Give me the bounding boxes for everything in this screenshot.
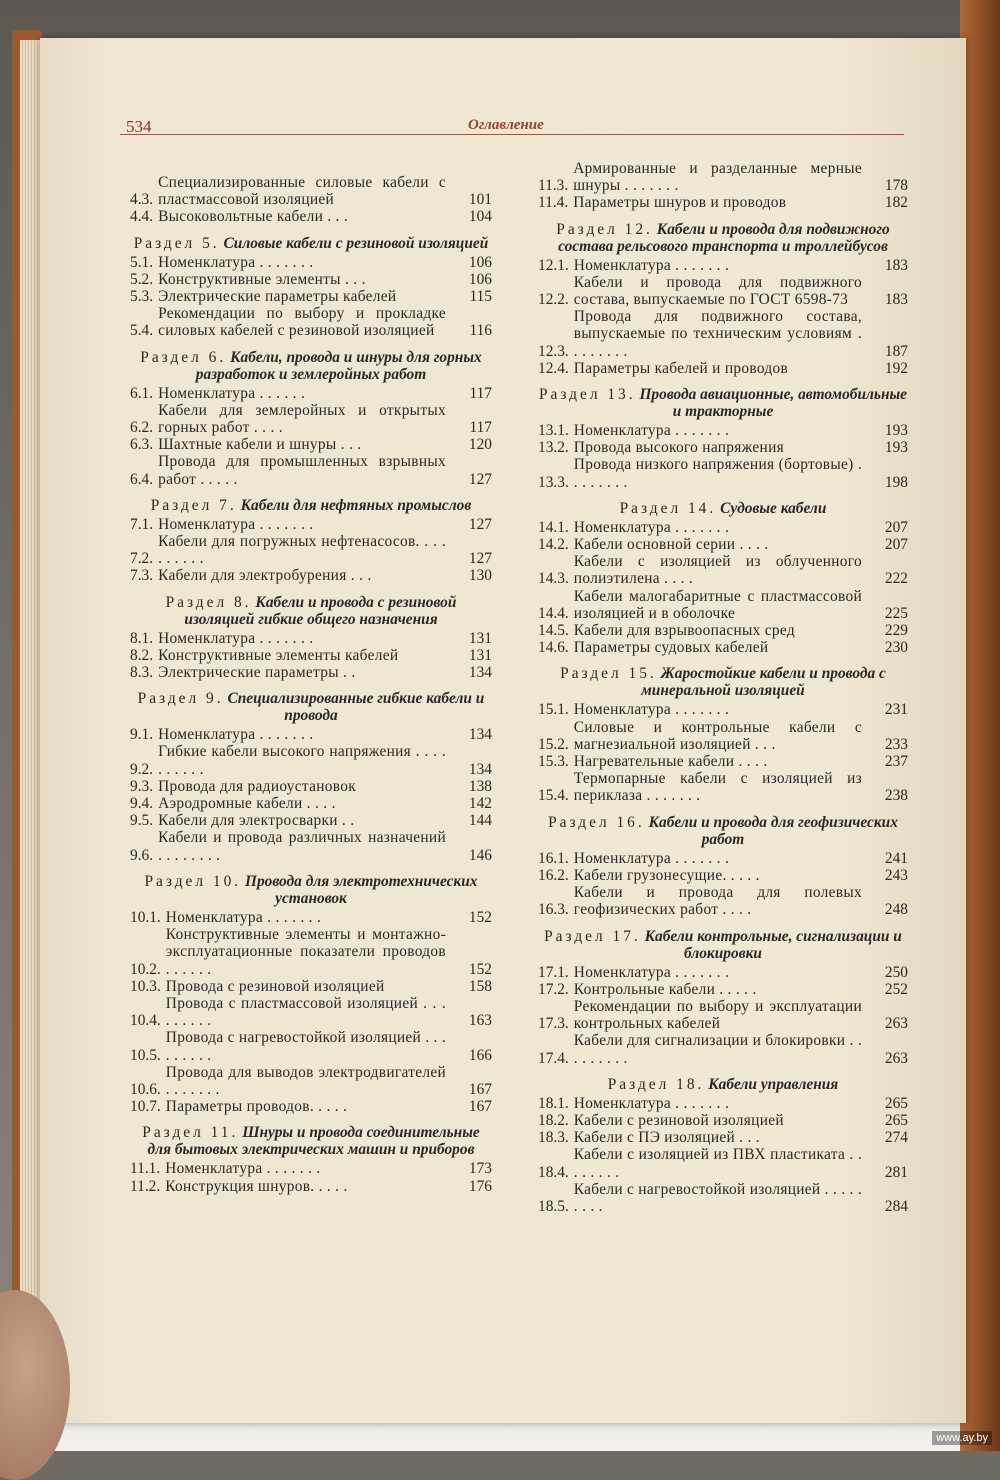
- entry-number: 16.3.: [538, 901, 569, 919]
- toc-entry: [538, 884, 908, 918]
- entry-title: Провода низкого напряжения (бортовые) . . . . . . . .: [573, 456, 862, 491]
- entry-title: Термопарные кабели с изоляцией из периклаза . . . . . . .: [573, 770, 862, 805]
- entry-title: Номенклатура . . . . . . .: [165, 1160, 321, 1178]
- toc-entry: [130, 453, 492, 487]
- entry-title: Кабели для электросварки . .: [158, 812, 355, 830]
- entry-number: 14.6.: [538, 639, 569, 657]
- entry-title: Номенклатура . . . . . . .: [573, 256, 730, 274]
- section-heading: [538, 814, 908, 848]
- entry-page: 243: [884, 866, 908, 884]
- toc-entry: [538, 360, 908, 377]
- entry-number: 15.2.: [538, 735, 569, 753]
- entry-title: Электрические параметры . .: [158, 664, 356, 682]
- entry-number: 12.3.: [538, 342, 569, 360]
- entry-number: 17.2.: [538, 980, 569, 998]
- toc-entry: [538, 753, 908, 770]
- entry-number: 16.2.: [538, 866, 569, 884]
- toc-entry: [130, 567, 492, 584]
- entry-page: 248: [884, 901, 908, 919]
- entry-number: 6.3.: [130, 436, 154, 454]
- entry-page: 173: [468, 1160, 492, 1178]
- section-title: Кабели, провода и шнуры для горных разработок и землеройных работ: [195, 348, 482, 383]
- toc-entry: [538, 257, 908, 274]
- entry-number: 10.6.: [130, 1080, 161, 1098]
- toc-entry: [130, 208, 492, 225]
- entry-title: Рекомендации по выбору и эксплуатации контрольных кабелей: [573, 997, 862, 1033]
- section-title: Силовые кабели с резиновой изоляцией: [223, 234, 489, 252]
- entry-number: 9.5.: [130, 812, 154, 830]
- entry-title: Номенклатура . . . . . . .: [573, 849, 730, 867]
- toc-entry: [538, 867, 908, 884]
- toc-entry: [538, 639, 908, 656]
- entry-page: 134: [468, 726, 492, 744]
- entry-page: 284: [884, 1197, 908, 1215]
- toc-entry: [538, 553, 908, 587]
- entry-number: 10.1.: [130, 908, 161, 926]
- entry-number: 6.4.: [130, 470, 154, 488]
- entry-title: Номенклатура . . . . . . .: [573, 518, 730, 536]
- entry-page: 138: [468, 777, 492, 795]
- toc-entry: [130, 174, 492, 208]
- entry-title: Провода для выводов электродвигателей . . . . . . .: [165, 1063, 446, 1098]
- section-title: Судовые кабели: [720, 499, 827, 517]
- entry-number: 17.3.: [538, 1015, 569, 1033]
- section-heading: [130, 497, 492, 514]
- entry-number: 10.5.: [130, 1046, 161, 1064]
- toc-entry: [130, 385, 492, 402]
- entry-page: 104: [468, 208, 492, 226]
- entry-number: 7.2.: [130, 550, 154, 568]
- entry-title: Кабели и провода для полевых геофизических работ . . . .: [573, 884, 862, 919]
- entry-title: Кабели и провода различных назначений . . . . . . . .: [158, 829, 446, 864]
- entry-title: Номенклатура . . . . . . .: [158, 515, 314, 533]
- toc-entry: [130, 1178, 492, 1195]
- entry-title: Кабели и провода для подвижного состава, выпускаемые по ГОСТ 6598-73: [573, 273, 862, 309]
- entry-title: Кабели с изоляцией из облученного полиэтилена . . . .: [573, 553, 862, 588]
- entry-title: Конструктивные элементы кабелей: [158, 646, 399, 664]
- entry-page: 263: [884, 1015, 908, 1033]
- toc-entry: [538, 964, 908, 981]
- entry-number: 9.4.: [130, 795, 154, 813]
- entry-number: 5.2.: [130, 270, 154, 288]
- section-prefix: Раздел 6.: [140, 348, 227, 366]
- entry-number: 10.7.: [130, 1098, 161, 1116]
- entry-page: 281: [884, 1163, 908, 1181]
- toc-column-right: [538, 160, 908, 1215]
- section-title: Шнуры и провода соединительные для бытовых электрических машин и приборов: [147, 1124, 480, 1159]
- entry-number: 10.2.: [130, 960, 161, 978]
- toc-entry: [130, 664, 492, 681]
- entry-page: 183: [884, 256, 908, 274]
- section-heading: [538, 1076, 908, 1093]
- entry-page: 198: [884, 473, 908, 491]
- entry-title: Кабели с ПЭ изоляцией . . .: [573, 1129, 760, 1147]
- section-heading: [538, 928, 908, 962]
- toc-entry: [538, 274, 908, 308]
- entry-number: 11.1.: [130, 1160, 161, 1178]
- entry-page: 238: [884, 787, 908, 805]
- entry-title: Номенклатура . . . . . . .: [573, 422, 730, 440]
- section-heading: [538, 386, 908, 420]
- entry-title: Конструкция шнуров. . . . .: [165, 1177, 348, 1195]
- entry-page: 192: [884, 359, 908, 377]
- entry-number: 8.3.: [130, 664, 154, 682]
- section-title: Кабели и провода для подвижного состава рельсового транспорта и троллейбусов: [558, 220, 890, 255]
- entry-title: Провода с пластмассовой изоляцией . . . . . . . . .: [165, 994, 446, 1030]
- entry-title: Кабели с резиновой изоляцией: [573, 1111, 784, 1129]
- toc-entry: [538, 456, 908, 490]
- entry-page: 152: [468, 908, 492, 926]
- entry-page: 182: [884, 194, 908, 212]
- entry-title: Номенклатура . . . . . . .: [158, 253, 314, 271]
- entry-number: 13.3.: [538, 473, 569, 491]
- section-heading: [130, 594, 492, 628]
- section-title: Кабели контрольные, сигнализации и блокировки: [644, 927, 902, 962]
- toc-entry: [130, 533, 492, 567]
- toc-entry: [538, 1146, 908, 1180]
- entry-number: 14.2.: [538, 536, 569, 554]
- section-prefix: Раздел 18.: [607, 1075, 705, 1093]
- toc-entry: [130, 305, 492, 339]
- entry-title: Кабели для электробурения . . .: [158, 567, 372, 585]
- entry-number: 6.1.: [130, 384, 154, 402]
- section-prefix: Раздел 9.: [137, 690, 224, 708]
- entry-page: 167: [468, 1098, 492, 1116]
- page-number: 534: [126, 117, 152, 136]
- entry-title: Армированные и разделанные мерные шнуры . . . . . . .: [573, 160, 862, 195]
- section-title: Жаростойкие кабели и провода с минеральной изоляцией: [641, 665, 886, 700]
- entry-number: 5.3.: [130, 288, 154, 306]
- entry-page: 134: [468, 760, 492, 778]
- section-title: Кабели и провода для геофизических работ: [648, 813, 898, 848]
- entry-number: 7.3.: [130, 567, 154, 585]
- entry-page: 127: [468, 550, 492, 568]
- toc-entry: [538, 588, 908, 622]
- entry-number: 9.1.: [130, 726, 154, 744]
- entry-number: 8.2.: [130, 646, 154, 664]
- entry-page: 144: [468, 812, 492, 830]
- section-prefix: Раздел 17.: [544, 927, 641, 945]
- entry-page: 252: [884, 980, 908, 998]
- entry-number: 18.3.: [538, 1129, 569, 1147]
- toc-entry: [538, 439, 908, 456]
- entry-title: Параметры судовых кабелей: [573, 639, 769, 657]
- entry-title: Кабели грузонесущие. . . . .: [573, 866, 760, 884]
- entry-page: 131: [468, 629, 492, 647]
- entry-title: Кабели малогабаритные с пластмассовой изоляцией и в оболочке: [573, 587, 862, 622]
- entry-title: Контрольные кабели . . . . .: [573, 980, 757, 998]
- entry-title: Высоковольтные кабели . . .: [158, 208, 349, 226]
- entry-page: 120: [468, 436, 492, 454]
- entry-number: 5.4.: [130, 322, 154, 340]
- entry-page: 166: [468, 1046, 492, 1064]
- entry-page: 131: [468, 646, 492, 664]
- toc-entry: [538, 719, 908, 753]
- toc-entry: [538, 701, 908, 718]
- entry-number: 13.2.: [538, 439, 569, 457]
- toc-entry: [538, 998, 908, 1032]
- toc-entry: [130, 778, 492, 795]
- toc-entry: [538, 536, 908, 553]
- toc-entry: [538, 1095, 908, 1112]
- entry-page: 263: [884, 1049, 908, 1067]
- entry-page: 116: [469, 322, 492, 340]
- entry-title: Кабели для взрывоопасных сред: [573, 622, 795, 640]
- entry-number: 15.4.: [538, 787, 569, 805]
- entry-number: 4.4.: [130, 208, 154, 226]
- entry-title: Электрические параметры кабелей: [158, 288, 397, 306]
- section-title: Кабели управления: [708, 1075, 839, 1093]
- toc-entry: [538, 981, 908, 998]
- entry-page: 115: [469, 288, 492, 306]
- entry-title: Силовые и контрольные кабели с магнезиальной изоляцией . . .: [573, 718, 862, 753]
- toc-entry: [538, 308, 908, 360]
- section-heading: [538, 500, 908, 517]
- entry-title: Провода для промышленных взрывных работ . . . . .: [158, 453, 446, 488]
- entry-title: Кабели для землеройных и открытых горных работ . . . .: [158, 401, 446, 437]
- entry-number: 17.1.: [538, 963, 569, 981]
- entry-page: 163: [468, 1012, 492, 1030]
- entry-number: 9.3.: [130, 777, 154, 795]
- entry-number: 12.2.: [538, 291, 569, 309]
- entry-title: Кабели основной серии . . . .: [573, 536, 769, 554]
- toc-entry: [130, 995, 492, 1029]
- entry-page: 134: [468, 664, 492, 682]
- section-title: Провода авиационные, автомобильные и тракторные: [639, 386, 908, 421]
- toc-entry: [130, 926, 492, 978]
- entry-title: Конструктивные элементы и монтажно-эксплуатационные показатели проводов . . . . . .: [165, 926, 446, 978]
- entry-title: Гибкие кабели высокого напряжения . . . . . . . . . .: [158, 743, 446, 778]
- section-heading: [130, 873, 492, 907]
- toc-entry: [538, 1032, 908, 1066]
- entry-number: 12.1.: [538, 256, 569, 274]
- toc-entry: [538, 622, 908, 639]
- toc-entry: [130, 978, 492, 995]
- entry-title: Нагревательные кабели . . . .: [573, 753, 768, 771]
- section-prefix: Раздел 15.: [560, 665, 657, 683]
- entry-page: 225: [884, 604, 908, 622]
- entry-title: Параметры проводов. . . . .: [165, 1098, 348, 1116]
- entry-page: 117: [469, 384, 492, 402]
- entry-page: 106: [468, 270, 492, 288]
- toc-entry: [130, 812, 492, 829]
- section-prefix: Раздел 5.: [133, 234, 220, 252]
- toc-entry: [130, 726, 492, 743]
- entry-page: 187: [884, 342, 908, 360]
- toc-entry: [130, 647, 492, 664]
- entry-title: Аэродромные кабели . . . .: [158, 795, 336, 813]
- entry-page: 117: [469, 419, 492, 437]
- toc-entry: [130, 436, 492, 453]
- toc-entry: [538, 422, 908, 439]
- section-prefix: Раздел 14.: [619, 499, 717, 517]
- entry-title: Провода с резиновой изоляцией: [165, 977, 385, 995]
- toc-entry: [538, 770, 908, 804]
- header-rule: [120, 134, 904, 135]
- entry-title: Кабели с изоляцией из ПВХ пластиката . . . . . . . .: [573, 1146, 862, 1181]
- entry-page: 207: [884, 536, 908, 554]
- entry-title: Конструктивные элементы . . .: [158, 270, 366, 288]
- entry-number: 11.4.: [538, 194, 569, 212]
- entry-page: 193: [884, 422, 908, 440]
- entry-title: Номенклатура . . . . . . .: [158, 629, 314, 647]
- toc-entry: [130, 288, 492, 305]
- entry-number: 14.5.: [538, 622, 569, 640]
- entry-title: Номенклатура . . . . . . .: [573, 701, 730, 719]
- entry-page: 230: [884, 639, 908, 657]
- entry-number: 9.6.: [130, 846, 154, 864]
- entry-title: Провода для подвижного состава, выпускаемые по техническим условиям . . . . . . . .: [573, 308, 862, 360]
- entry-page: 231: [884, 701, 908, 719]
- section-heading: [130, 690, 492, 724]
- entry-title: Параметры шнуров и проводов: [573, 194, 787, 212]
- entry-title: Номенклатура . . . . . . .: [573, 963, 730, 981]
- toc-entry: [130, 271, 492, 288]
- entry-number: 4.3.: [130, 191, 154, 209]
- entry-number: 11.2.: [130, 1177, 161, 1195]
- entry-title: Провода с нагревостойкой изоляцией . . . . . . . . .: [165, 1029, 446, 1064]
- entry-title: Номенклатура . . . . . . .: [158, 726, 314, 744]
- entry-title: Шахтные кабели и шнуры . . .: [158, 436, 362, 454]
- entry-number: 13.1.: [538, 422, 569, 440]
- entry-number: 10.4.: [130, 1012, 161, 1030]
- entry-title: Номенклатура . . . . . . .: [573, 1094, 730, 1112]
- entry-page: 176: [468, 1177, 492, 1195]
- entry-number: 17.4.: [538, 1049, 569, 1067]
- section-prefix: Раздел 10.: [144, 872, 242, 890]
- entry-title: Рекомендации по выбору и прокладке силовых кабелей с резиновой изоляцией: [158, 305, 446, 340]
- entry-number: 9.2.: [130, 760, 154, 778]
- section-title: Специализированные гибкие кабели и провода: [227, 690, 485, 725]
- entry-title: Номенклатура . . . . . . .: [165, 908, 322, 926]
- toc-column-left: [130, 174, 492, 1195]
- toc-entry: [538, 519, 908, 536]
- entry-title: Номенклатура . . . . . .: [158, 384, 306, 402]
- entry-title: Кабели для сигнализации и блокировки . . . . . . . . .: [573, 1032, 862, 1067]
- section-heading: [538, 665, 908, 699]
- section-heading: [538, 221, 908, 255]
- entry-number: 15.1.: [538, 701, 569, 719]
- section-prefix: Раздел 16.: [548, 813, 645, 831]
- toc-entry: [130, 630, 492, 647]
- entry-page: 229: [884, 622, 908, 640]
- book-cover-right: [960, 0, 1000, 1451]
- entry-title: Провода для радиоустановок: [158, 777, 356, 795]
- entry-page: 146: [468, 846, 492, 864]
- entry-page: 274: [884, 1129, 908, 1147]
- toc-entry: [130, 1160, 492, 1177]
- entry-page: 127: [468, 470, 492, 488]
- entry-title: Провода высокого напряжения: [573, 439, 784, 457]
- entry-number: 11.3.: [538, 177, 569, 195]
- section-title: Кабели для нефтяных промыслов: [240, 496, 472, 514]
- running-header-title: Оглавление: [468, 117, 544, 133]
- toc-entry: [130, 1064, 492, 1098]
- toc-entry: [538, 850, 908, 867]
- entry-page: 250: [884, 963, 908, 981]
- entry-page: 222: [884, 570, 908, 588]
- entry-number: 7.1.: [130, 515, 154, 533]
- entry-page: 158: [468, 977, 492, 995]
- section-prefix: Раздел 12.: [556, 220, 653, 238]
- entry-page: 265: [884, 1094, 908, 1112]
- entry-number: 14.4.: [538, 604, 569, 622]
- entry-page: 106: [468, 253, 492, 271]
- entry-number: 15.3.: [538, 753, 569, 771]
- toc-entry: [130, 795, 492, 812]
- entry-title: Кабели для погружных нефтенасосов. . . . . . . . . .: [158, 533, 446, 568]
- entry-number: 16.1.: [538, 849, 569, 867]
- toc-entry: [130, 743, 492, 777]
- entry-page: 178: [884, 177, 908, 195]
- toc-entry: [130, 402, 492, 436]
- entry-page: 183: [884, 291, 908, 309]
- section-prefix: Раздел 11.: [142, 1124, 239, 1142]
- entry-page: 193: [884, 439, 908, 457]
- section-heading: [130, 349, 492, 383]
- entry-number: 8.1.: [130, 629, 154, 647]
- entry-page: 142: [468, 795, 492, 813]
- toc-entry: [538, 160, 908, 194]
- toc-entry: [130, 829, 492, 863]
- entry-page: 233: [884, 735, 908, 753]
- section-prefix: Раздел 13.: [538, 386, 636, 404]
- section-prefix: Раздел 8.: [165, 593, 252, 611]
- entry-title: Специализированные силовые кабели с пластмассовой изоляцией: [158, 174, 446, 209]
- entry-number: 14.1.: [538, 518, 569, 536]
- toc-entry: [130, 909, 492, 926]
- entry-page: 237: [884, 753, 908, 771]
- entry-number: 6.2.: [130, 419, 154, 437]
- toc-entry: [538, 194, 908, 211]
- entry-number: 18.5.: [538, 1197, 569, 1215]
- entry-title: Параметры кабелей и проводов: [573, 359, 789, 377]
- entry-page: 127: [468, 515, 492, 533]
- toc-entry: [130, 1029, 492, 1063]
- section-heading: [130, 1124, 492, 1158]
- entry-number: 18.2.: [538, 1111, 569, 1129]
- entry-page: 152: [468, 960, 492, 978]
- toc-entry: [538, 1181, 908, 1215]
- toc-entry: [538, 1112, 908, 1129]
- entry-page: 101: [468, 191, 492, 209]
- entry-number: 5.1.: [130, 253, 154, 271]
- entry-title: Кабели с нагревостойкой изоляцией . . . . . . . . .: [573, 1180, 862, 1215]
- toc-entry: [538, 1129, 908, 1146]
- section-title: Провода для электротехнических установок: [244, 872, 478, 907]
- entry-page: 130: [468, 567, 492, 585]
- entry-page: 207: [884, 518, 908, 536]
- entry-page: 241: [884, 849, 908, 867]
- section-title: Кабели и провода с резиновой изоляцией гибкие общего назначения: [184, 593, 457, 628]
- entry-number: 14.3.: [538, 570, 569, 588]
- entry-page: 167: [468, 1080, 492, 1098]
- toc-entry: [130, 1098, 492, 1115]
- section-heading: [130, 235, 492, 252]
- toc-entry: [130, 254, 492, 271]
- entry-number: 18.1.: [538, 1094, 569, 1112]
- entry-number: 18.4.: [538, 1163, 569, 1181]
- section-prefix: Раздел 7.: [150, 496, 237, 514]
- entry-page: 265: [884, 1111, 908, 1129]
- entry-number: 12.4.: [538, 359, 569, 377]
- watermark: www.ay.by: [932, 1431, 992, 1445]
- toc-entry: [130, 516, 492, 533]
- entry-number: 10.3.: [130, 977, 161, 995]
